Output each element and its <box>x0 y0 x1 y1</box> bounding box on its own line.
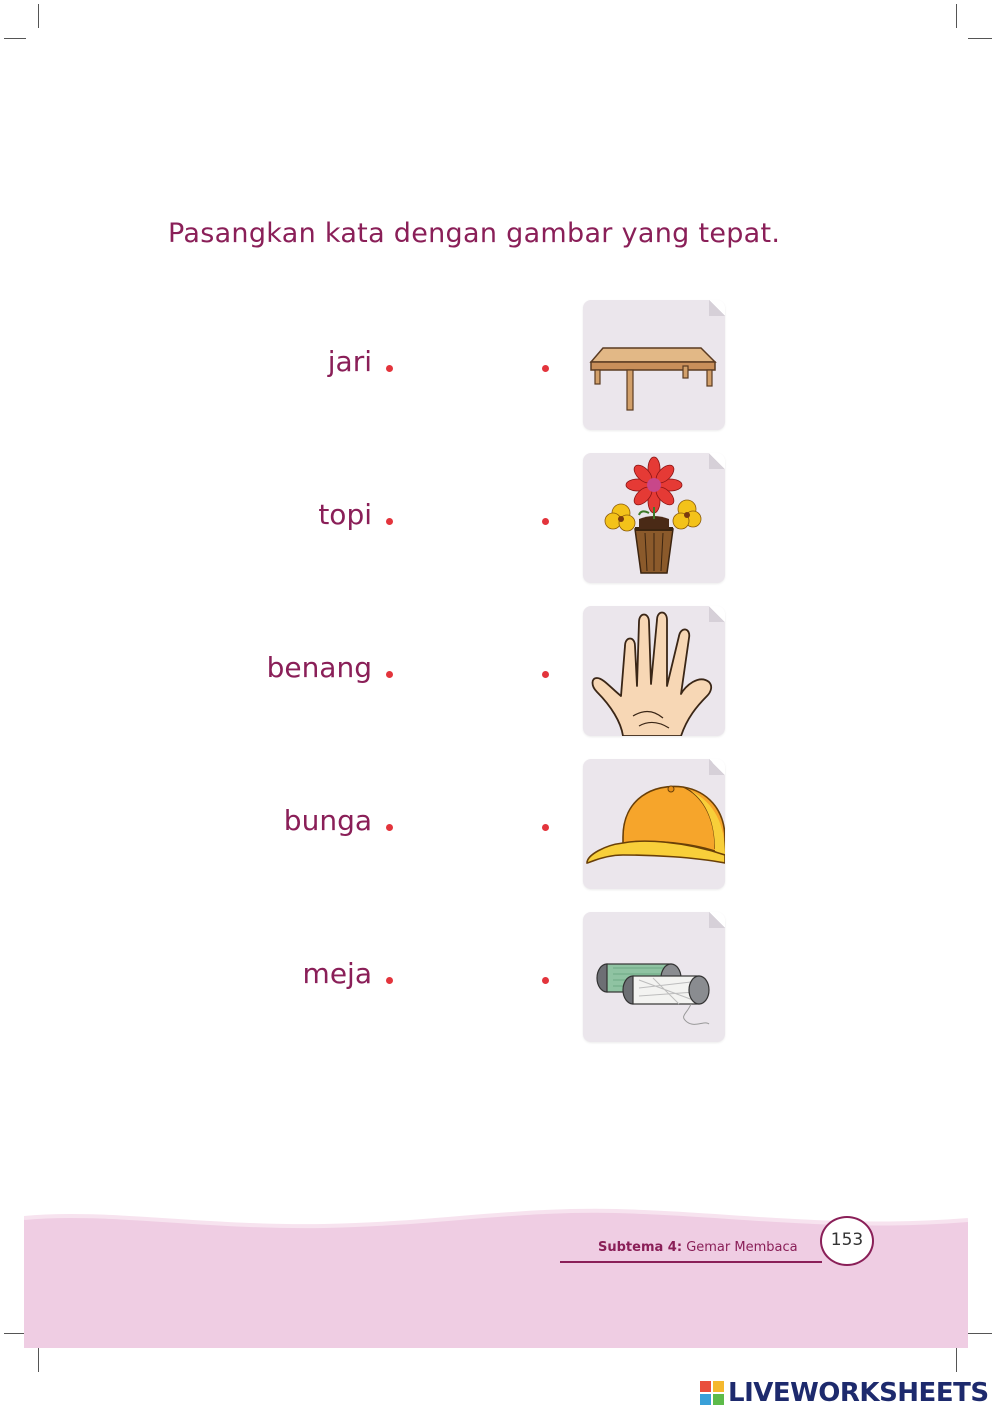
match-word: bunga <box>283 804 372 837</box>
image-anchor-dot[interactable] <box>542 365 549 372</box>
word-anchor-dot[interactable] <box>386 518 393 525</box>
page-number: 153 <box>830 1230 864 1250</box>
match-word: benang <box>266 651 372 684</box>
match-row <box>0 453 1000 583</box>
match-word: meja <box>302 957 372 990</box>
image-anchor-dot[interactable] <box>542 824 549 831</box>
subtema-title: Gemar Membaca <box>686 1240 798 1255</box>
match-word: topi <box>318 498 372 531</box>
crop-mark <box>4 38 26 39</box>
image-anchor-dot[interactable] <box>542 671 549 678</box>
page-number-badge <box>820 1216 874 1266</box>
match-row <box>0 606 1000 736</box>
match-row <box>0 759 1000 889</box>
image-card[interactable] <box>583 912 725 1042</box>
match-word: jari <box>327 345 372 378</box>
cap-icon <box>583 759 725 889</box>
footer-divider <box>560 1261 822 1263</box>
crop-mark <box>968 38 992 39</box>
match-row <box>0 300 1000 430</box>
brand-name: LIVEWORKSHEETS <box>728 1378 989 1408</box>
hand-icon <box>583 606 725 736</box>
image-card[interactable] <box>583 606 725 736</box>
word-anchor-dot[interactable] <box>386 824 393 831</box>
word-anchor-dot[interactable] <box>386 977 393 984</box>
crop-mark <box>956 4 957 28</box>
footer-band <box>24 1200 968 1348</box>
image-card[interactable] <box>583 759 725 889</box>
crop-mark <box>968 1333 992 1334</box>
brand-logo-icon <box>700 1381 724 1405</box>
crop-mark <box>38 1348 39 1372</box>
brand-watermark[interactable] <box>700 1378 996 1408</box>
footer-subtema <box>598 1240 798 1255</box>
word-anchor-dot[interactable] <box>386 365 393 372</box>
instruction-heading: Pasangkan kata dengan gambar yang tepat. <box>168 218 781 249</box>
match-row <box>0 912 1000 1042</box>
word-anchor-dot[interactable] <box>386 671 393 678</box>
crop-mark <box>4 1333 26 1334</box>
thread-spool-icon <box>583 912 725 1042</box>
table-icon <box>583 300 725 430</box>
crop-mark <box>38 4 39 28</box>
crop-mark <box>956 1348 957 1372</box>
image-card[interactable] <box>583 453 725 583</box>
image-card[interactable] <box>583 300 725 430</box>
image-anchor-dot[interactable] <box>542 518 549 525</box>
subtema-label: Subtema 4: <box>598 1240 683 1255</box>
image-anchor-dot[interactable] <box>542 977 549 984</box>
flower-pot-icon <box>583 453 725 583</box>
